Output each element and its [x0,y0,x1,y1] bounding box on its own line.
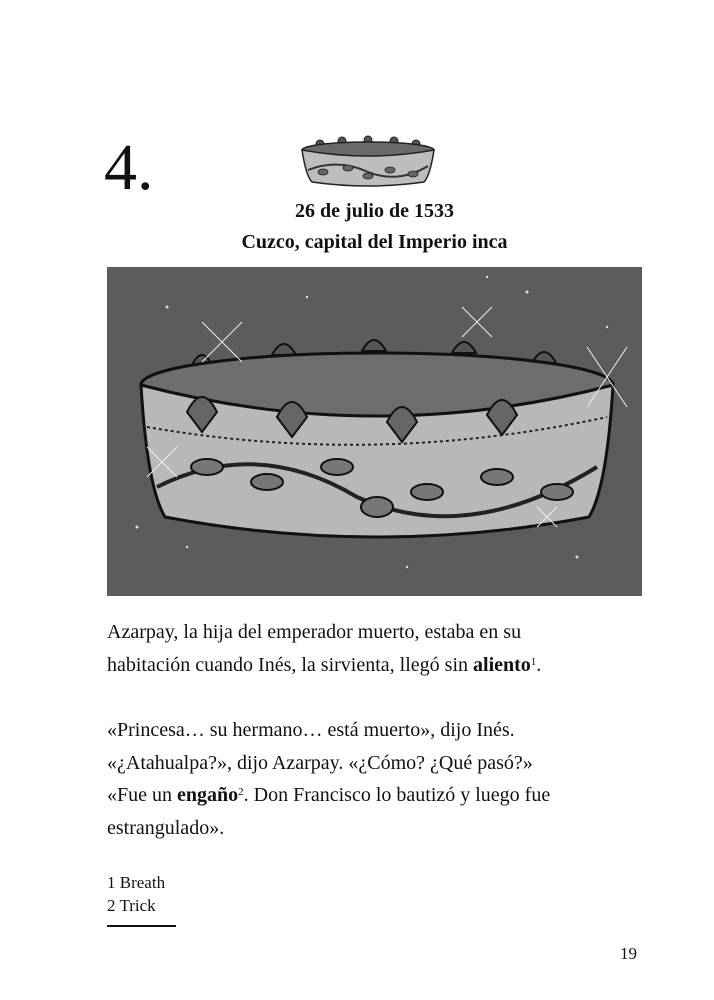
footnote: 2 Trick [107,896,156,915]
text-line: Azarpay, la hija del emperador muerto, estaba en su [107,621,522,643]
footnote-divider [107,925,176,927]
footnote-ref: 1 [530,655,537,668]
footnote-ref: 2 [238,786,244,798]
text-fragment: . [536,653,542,676]
chapter-date: 26 de julio de 1533 [295,200,454,222]
text-line: estrangulado». [107,816,225,839]
text-line [107,649,647,682]
text-fragment: «Fue un [107,784,177,806]
crown-illustration [107,267,642,596]
footnote: 1 Breath [107,873,166,892]
glossary-word: aliento [473,653,531,676]
paragraph-2 [107,714,647,844]
glossary-word: engaño [177,784,239,806]
small-crown-illustration [298,128,438,190]
text-line [107,779,647,812]
text-fragment: habitación cuando Inés, la sirvienta, llegó sin [107,653,474,676]
footnotes [107,871,165,917]
text-fragment: . Don Francisco lo bautizó y luego fue [243,784,551,806]
text-line: «Princesa… su hermano… está muerto», dijo Inés. [107,719,515,741]
paragraph-1 [107,616,647,681]
chapter-location: Cuzco, capital del Imperio inca [241,231,508,253]
chapter-number: 4. [104,131,154,204]
text-line: «¿Atahualpa?», dijo Azarpay. «¿Cómo? ¿Qué pasó?» [107,751,533,774]
page-number: 19 [620,944,637,963]
